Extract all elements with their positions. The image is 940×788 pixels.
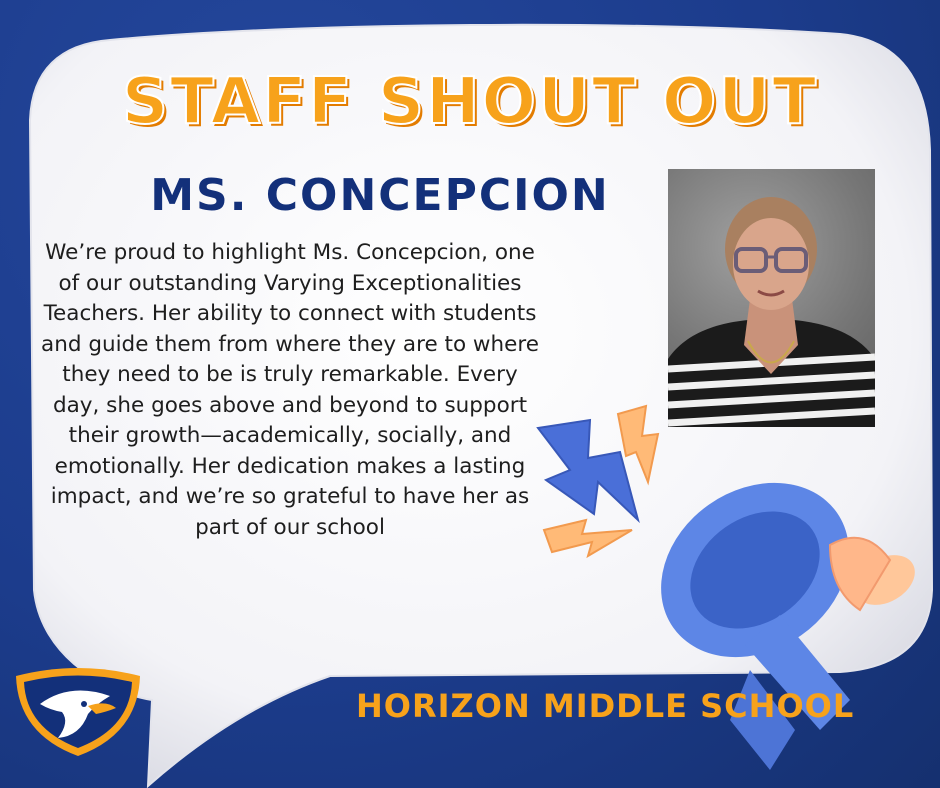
staff-photo	[668, 169, 875, 427]
school-name: HORIZON MIDDLE SCHOOL	[356, 687, 855, 725]
eagle-logo	[10, 664, 146, 758]
megaphone-icon	[530, 400, 940, 788]
staff-name: MS. CONCEPCION	[150, 170, 610, 221]
poster-title: STAFF SHOUT OUT	[121, 65, 819, 139]
shout-out-message: We’re proud to highlight Ms. Concepcion, one of our outstanding Varying Exceptionalities Teachers. Her ability to connect with students and guide them from where they are to where they need to be is truly remarkable. Every day, she goes above and beyond to support their growth—academically, socially, and emotionally. Her dedication makes a lasting impact, and we’re so grateful to have her as part of our school	[41, 240, 539, 540]
